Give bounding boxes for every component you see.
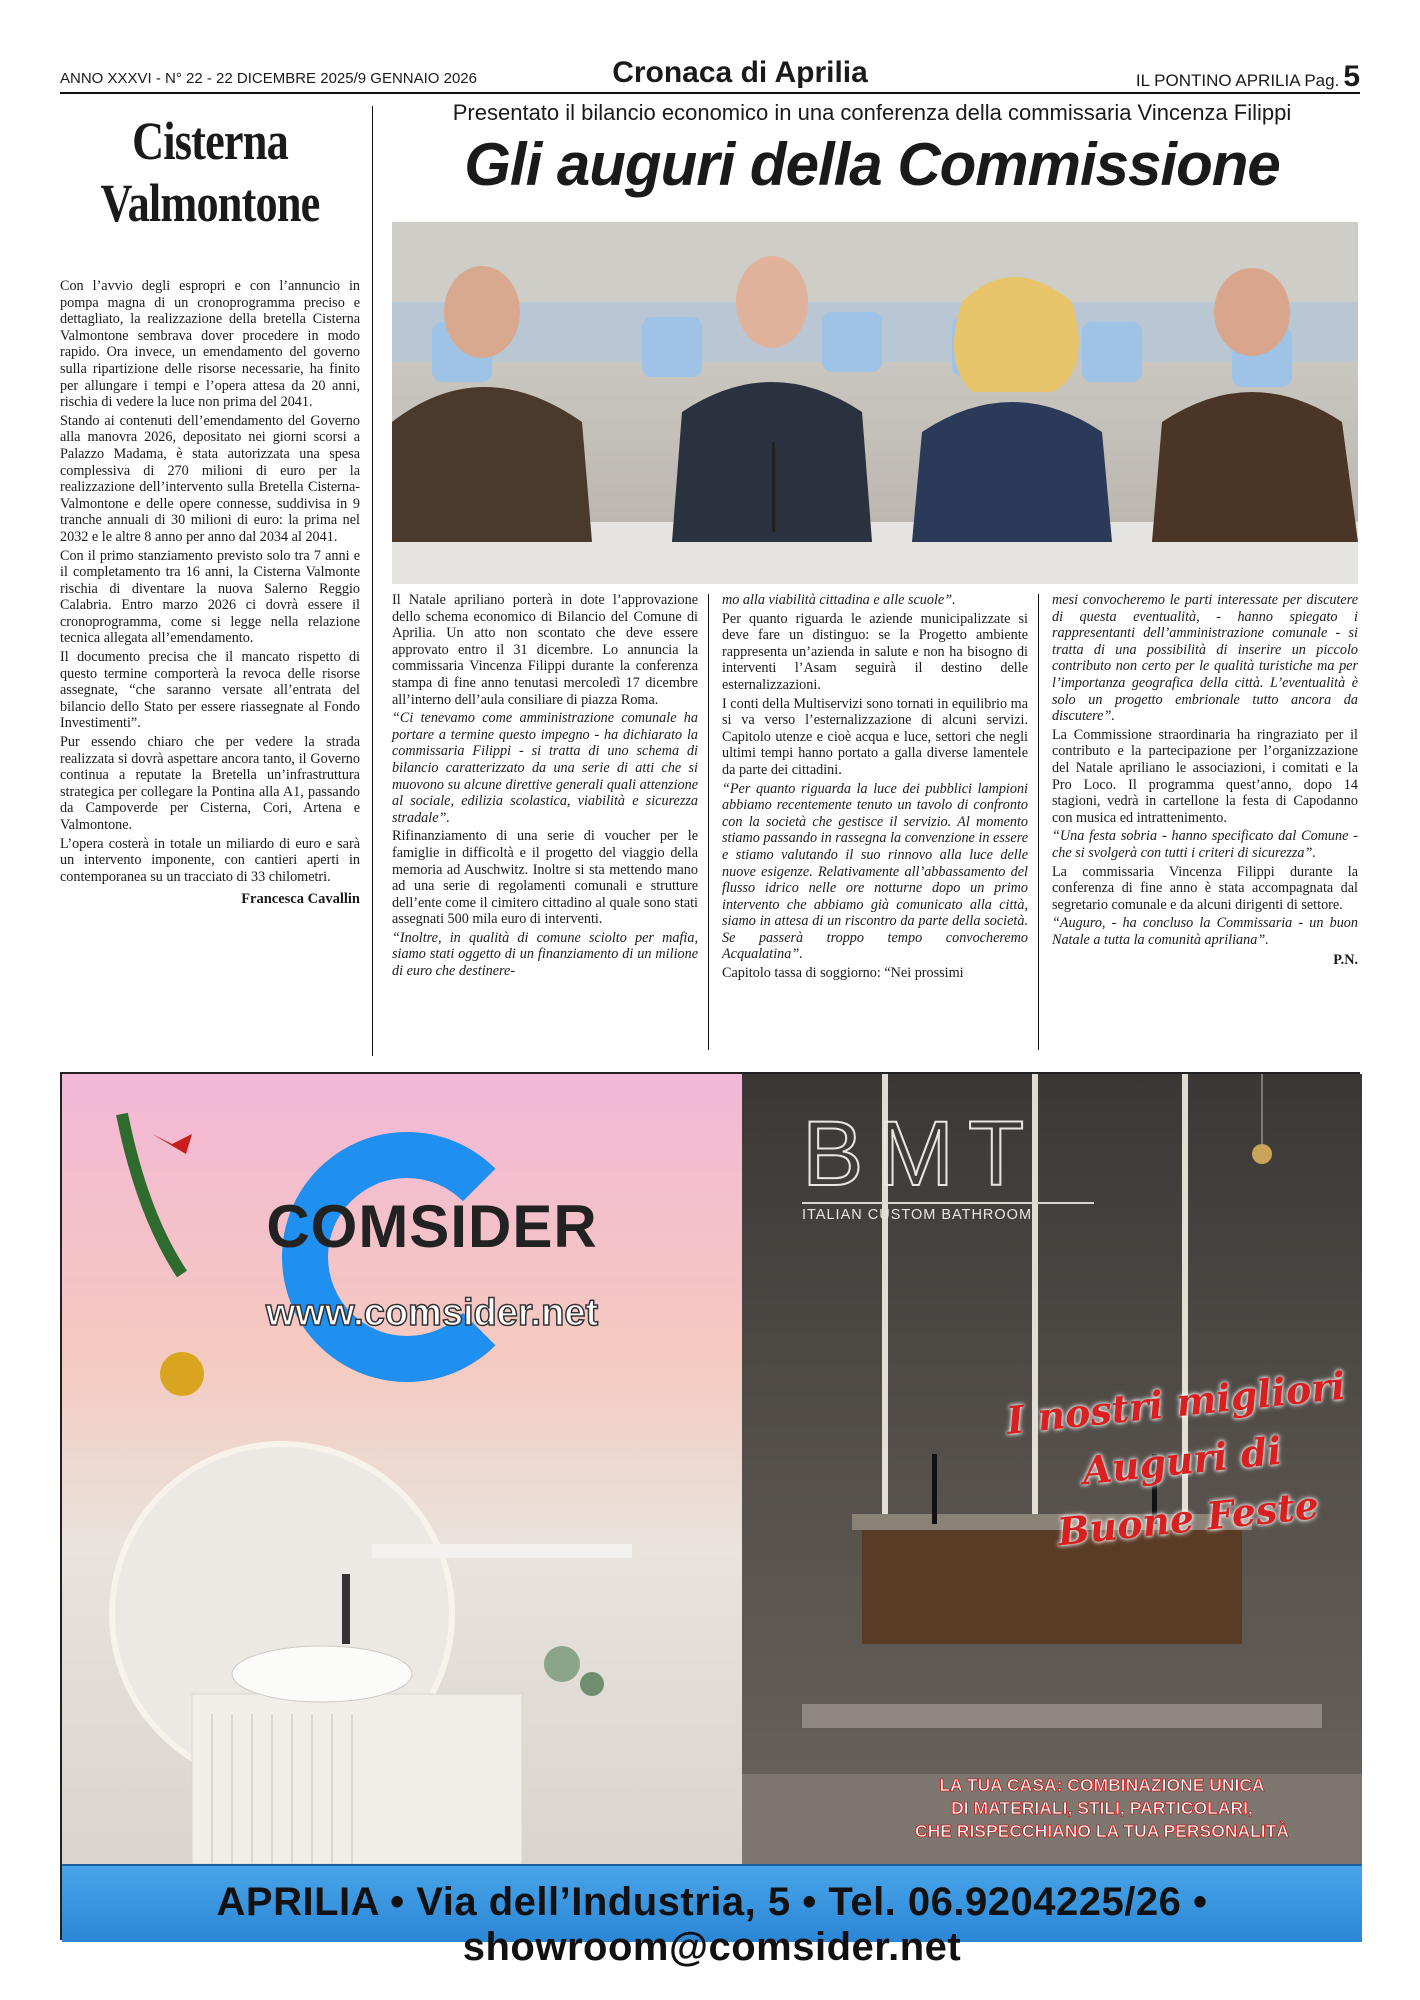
left-title-line-1: Cisterna (132, 111, 288, 171)
ad-footer (62, 1864, 1362, 1969)
column-divider (372, 106, 373, 1056)
left-article (60, 104, 360, 1054)
publication-name: IL PONTINO APRILIA Pag. (1135, 71, 1340, 90)
column-divider (1038, 594, 1039, 1050)
page-number: 5 (1343, 60, 1360, 93)
comsider-panel (62, 1074, 742, 1864)
publication-info (1136, 60, 1360, 94)
paragraph: Rifinanziamento di una serie di voucher per le famiglie in difficoltà e il progetto del viaggio della memoria ad Auschwitz. Inoltre si sta mettendo mano ad una serie di regolamenti comunali e strutture dell’ente come il cimitero cittadino al quale sono stati assegnati 500 mila euro di interventi. (392, 828, 698, 928)
article-kicker: Presentato il bilancio economico in una conferenza della commissaria Vincenza Filippi (452, 100, 1292, 125)
conference-photo (392, 222, 1358, 584)
column-divider (708, 594, 709, 1050)
section-title: Cronaca di Aprilia (612, 56, 868, 89)
left-title-line-2: Valmontone (100, 173, 320, 233)
comsider-brand: COMSIDER (266, 1193, 598, 1260)
quote-paragraph: mo alla viabilità cittadina e alle scuole”. (722, 592, 956, 608)
ad-tagline (852, 1774, 1352, 1843)
bmt-subtitle: ITALIAN CUSTOM BATHROOM (802, 1202, 1094, 1223)
quote-paragraph: “Inoltre, in qualità di comune sciolto per mafia, siamo stati oggetto di un finanziamento di un milione di euro che destinere- (392, 929, 698, 980)
paragraph: Per quanto riguarda le aziende municipalizzate si deve fare un distinguo: se la Progetto ambiente rappresenta un’azienda in salute e non ha bisogno di interventi l’Asam seguirà il destino delle esternalizzazioni. (722, 610, 1028, 693)
article-columns (392, 592, 1358, 1052)
paragraph: Il documento precisa che il mancato rispetto di questo termine comporterà la revoca delle risorse assegnate, “che saranno versate all’entrata del bilancio dello Stato per essere riassegnate al Fondo Investimenti”. (60, 649, 360, 732)
paragraph: Con il primo stanziamento previsto solo tra 7 anni e il completamento tra 16 anni, la Cisterna Valmonte rischia di diventare la nuova Salerno Reggio Calabria. Entro marzo 2026 ci dovrà essere il cronoprogramma, come si legge nella relazione tecnica allegata all’emendamento. (60, 547, 360, 647)
article-column-3 (1052, 592, 1358, 969)
paragraph: La commissaria Vincenza Filippi durante la conferenza di fine anno è stata accompagnata dal segretario comunale e da alcuni dirigenti di settore. (1052, 863, 1358, 913)
left-article-title (87, 110, 333, 234)
greeting-line-3: Buone Feste (1055, 1482, 1321, 1555)
bmt-logo: BMT (802, 1103, 1039, 1205)
advertisement (60, 1072, 1360, 1969)
tagline-line-1: LA TUA CASA: COMBINAZIONE UNICA (939, 1775, 1265, 1795)
article-column-1 (392, 592, 698, 982)
article-headline: Gli auguri della Commissione (464, 131, 1280, 198)
quote-paragraph: “Una festa sobria - hanno specificato dal Comune - che si svolgerà con tutti i criteri di sicurezza”. (1052, 828, 1358, 861)
article-column-2 (722, 592, 1028, 984)
paragraph: Stando ai contenuti dell’emendamento del Governo alla manovra 2026, depositato nei giorni scorsi a Palazzo Madama, è stata autorizzata una spesa complessiva di 270 milioni di euro per la realizzazione dell’intervento sulla Bretella Cisterna-Valmontone e delle opere connesse, suddivisa in 9 tranche annuali di 30 milioni di euro: la prima nel 2032 e le altre 8 anno per anno dal 2034 al 2041. (60, 412, 360, 545)
greeting-line-1: I nostri migliori (1004, 1362, 1348, 1443)
paragraph: Pur essendo chiaro che per vedere la strada realizzata si dovrà aspettare ancora tanto, il Governo continua a reputate la Bretella un’infrastruttura strategica per collegare la Pontina alla A1, passando da Campoverde per Cisterna, Cori, Artena e Valmontone. (60, 734, 360, 833)
masthead (60, 56, 1360, 94)
quote-paragraph: mesi convocheremo le parti interessate per discutere di questa eventualità, - hanno spiegato i rappresentanti dell’amministrazione comunale - si tratta di una possibilità di inserire un piccolo contributo non certo per le qualità turistiche ma per l’importanza geografica della città. L’eventualità è solo un progetto embrionale tutto ancora da discutere”. (1052, 592, 1358, 725)
paragraph: La Commissione straordinaria ha ringraziato per il contributo e la partecipazione per l’organizzazione del Natale apriliano le associazioni, i comitati e la Pro Loco. Il programma quest’anno, dopo 14 stagioni, vedrà in cartellone la festa di Capodanno con musica ed intrattenimento. (1052, 726, 1358, 826)
greeting-line-2: Auguri di (1080, 1427, 1284, 1494)
paragraph: I conti della Multiservizi sono tornati in equilibrio ma si va verso l’esternalizzazione di alcuni servizi. Capitolo utenze e cioè acqua e luce, settori che negli ultimi tempi hanno portato a galla diverse lamentele da parte dei cittadini. (722, 695, 1028, 778)
left-article-body (60, 278, 360, 908)
paragraph: L’opera costerà in totale un miliardo di euro e sarà un intervento imponente, con cantieri aperti in contemporanea su un tracciato di 33 chilometri. (60, 835, 360, 885)
quote-paragraph: “Ci tenevamo come amministrazione comunale ha portare a termine questo impegno - ha dichiarato la commissaria Filippi - si tratta di uno schema di bilancio caratterizzato da una serie di atti che si muovono su alcune direttive generali quali attenzione al sociale, edilizia scolastica, viabilità e sicurezza stradale”. (392, 710, 698, 826)
comsider-url[interactable]: www.comsider.net (265, 1292, 599, 1334)
paragraph: Con l’avvio degli espropri e con l’annuncio in pompa magna di un cronoprogramma preciso e dettagliato, la realizzazione della bretella Cisterna Valmontone sembrava dover procedere in modo rapido. Ora invece, un emendamento del governo sulla ripartizione delle risorse necessarie, ha finito per allungare i tempi e l’opera attesa da 20 anni, rischia di vedere la luce non prima del 2041. (60, 278, 360, 411)
paragraph: Capitolo tassa di soggiorno: “Nei prossimi (722, 965, 964, 982)
article-signature: P.N. (1333, 952, 1358, 969)
quote-paragraph: “Per quanto riguarda la luce dei pubblici lampioni abbiamo recentemente tenuto un tavolo di confronto con la società che gestisce il servizio. Al momento stiamo passando in rassegna la convenzione in essere e stiamo valutando il suo rinnovo alla luce delle nuove esigenze. Relativamente all’abbassamento del flusso idrico nelle ore notturne dopo un primo intervento che abbiamo già comunicato alla città, siamo in attesa di un riscontro da parte della società. Se passerà troppo tempo convocheremo Acqualatina”. (722, 780, 1028, 963)
tagline-line-3: CHE RISPECCHIANO LA TUA PERSONALITÀ (915, 1821, 1289, 1841)
paragraph: Il Natale apriliano porterà in dote l’approvazione dello schema economico di Bilancio del Comune di Aprilia. Un atto non scontato che deve essere approvato entro il 31 dicembre. Lo annuncia la commissaria Vincenza Filippi durante la conferenza stampa di fine anno tenutasi mercoledì 17 dicembre all’interno dell’aula consiliare di piazza Roma. (392, 592, 698, 708)
ad-contact-info: APRILIA • Via dell’Industria, 5 • Tel. 06.9204225/26 • showroom@comsider.net (216, 1880, 1208, 1969)
issue-info: ANNO XXXVI - N° 22 - 22 DICEMBRE 2025/9 GENNAIO 2026 (60, 70, 477, 87)
quote-paragraph: “Auguro, - ha concluso la Commissaria - un buon Natale a tutta la comunità apriliana”. (1052, 915, 1358, 948)
tagline-line-2: DI MATERIALI, STILI, PARTICOLARI, (951, 1798, 1253, 1818)
byline: Francesca Cavallin (241, 891, 360, 908)
